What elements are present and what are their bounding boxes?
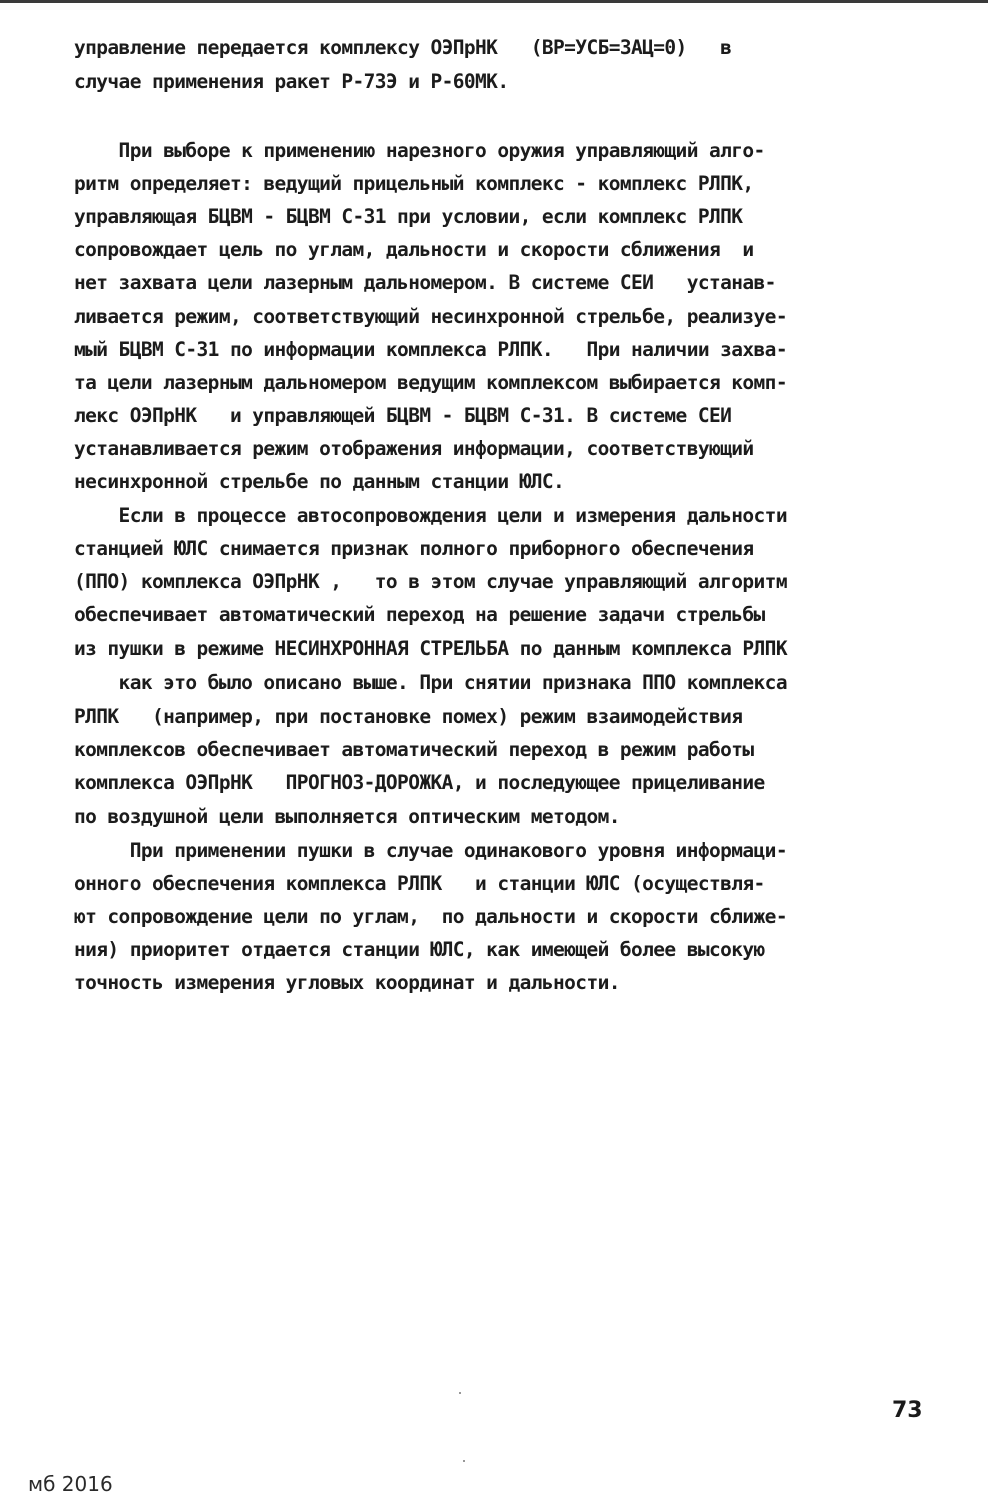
text-line: несинхронной стрельбе по данным станции ЮЛС. bbox=[74, 470, 565, 493]
text-line: ритм определяет: ведущий прицельный комплекс - комплекс РЛПК, bbox=[74, 172, 754, 195]
text-line: точность измерения угловых координат и дальности. bbox=[74, 971, 620, 994]
text-line: лекс ОЭПрНК и управляющей БЦВМ - БЦВМ С-31. В системе СЕИ bbox=[74, 404, 732, 427]
footer-mark: мб 2016 bbox=[28, 1472, 113, 1496]
text-line: При выборе к применению нарезного оружия управляющий алго- bbox=[74, 139, 765, 162]
text-line: Если в процессе автосопровождения цели и измерения дальности bbox=[74, 504, 787, 527]
text-line: из пушки в режиме НЕСИНХРОННАЯ СТРЕЛЬБА по данным комплекса РЛПК bbox=[74, 637, 787, 660]
text-line: устанавливается режим отображения информации, соответствующий bbox=[74, 437, 754, 460]
text-line: ливается режим, соответствующий несинхронной стрельбе, реализуе- bbox=[74, 305, 787, 328]
text-line: онного обеспечения комплекса РЛПК и станции ЮЛС (осуществля- bbox=[74, 872, 765, 895]
text-line: нет захвата цели лазерным дальномером. В системе СЕИ устанав- bbox=[74, 271, 776, 294]
text-line: управление передается комплексу ОЭПрНК (ВР=УСБ=ЗАЦ=0) в bbox=[74, 36, 732, 59]
text-line: (ППО) комплекса ОЭПрНК , то в этом случае управляющий алгоритм bbox=[74, 570, 787, 593]
scan-speck bbox=[463, 1460, 465, 1462]
text-line: станцией ЮЛС снимается признак полного приборного обеспечения bbox=[74, 537, 754, 560]
text-line: ют сопровождение цели по углам, по дальности и скорости сближе- bbox=[74, 905, 787, 928]
page-number: 73 bbox=[892, 1398, 923, 1423]
text-line: случае применения ракет Р-73Э и Р-60МК. bbox=[74, 70, 509, 93]
text-line: сопровождает цель по углам, дальности и скорости сближения и bbox=[74, 238, 754, 261]
text-line: комплекса ОЭПрНК ПРОГНОЗ-ДОРОЖКА, и последующее прицеливание bbox=[74, 771, 765, 794]
text-line: по воздушной цели выполняется оптическим методом. bbox=[74, 805, 620, 828]
text-line: мый БЦВМ С-31 по информации комплекса РЛПК. При наличии захва- bbox=[74, 338, 787, 361]
text-line: обеспечивает автоматический переход на решение задачи стрельбы bbox=[74, 603, 765, 626]
text-line: управляющая БЦВМ - БЦВМ С-31 при условии, если комплекс РЛПК bbox=[74, 205, 743, 228]
scan-speck bbox=[459, 1392, 461, 1394]
text-line: как это было описано выше. При снятии признака ППО комплекса bbox=[74, 671, 787, 694]
text-line: ния) приоритет отдается станции ЮЛС, как имеющей более высокую bbox=[74, 938, 765, 961]
text-line: РЛПК (например, при постановке помех) режим взаимодействия bbox=[74, 705, 743, 728]
text-line: комплексов обеспечивает автоматический переход в режим работы bbox=[74, 738, 754, 761]
text-line: та цели лазерным дальномером ведущим комплексом выбирается комп- bbox=[74, 371, 787, 394]
text-line: При применении пушки в случае одинакового уровня информаци- bbox=[74, 839, 787, 862]
